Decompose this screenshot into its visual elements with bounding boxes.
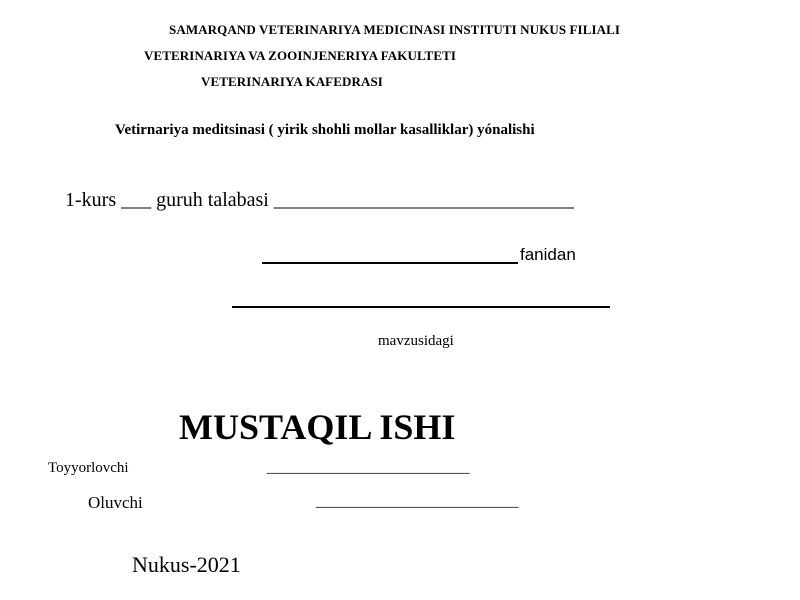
city-year: Nukus-2021 <box>132 552 241 577</box>
faculty-name: VETERINARIYA VA ZOOINJENERIYA FAKULTETI <box>144 48 457 63</box>
receiver-label: Oluvchi <box>88 493 143 512</box>
direction-line: Vetirnariya meditsinasi ( yirik shohli mollar kasalliklar) yónalishi <box>115 122 535 138</box>
student-line: 1-kurs ___ guruh talabasi ______________________________ <box>65 189 574 211</box>
subject-blank <box>262 262 518 264</box>
subject-suffix: fanidan <box>520 245 576 264</box>
topic-suffix: mavzusidagi <box>378 333 454 349</box>
preparer-blank: ___________________________ <box>267 460 470 476</box>
institute-name: SAMARQAND VETERINARIYA MEDICINASI INSTITUTI NUKUS FILIALI <box>169 22 621 37</box>
document-title: MUSTAQIL ISHI <box>179 407 456 447</box>
department-name: VETERINARIYA KAFEDRASI <box>201 74 383 89</box>
topic-blank <box>232 306 610 308</box>
receiver-blank: ___________________________ <box>316 494 519 510</box>
preparer-label: Toyyorlovchi <box>48 460 129 476</box>
